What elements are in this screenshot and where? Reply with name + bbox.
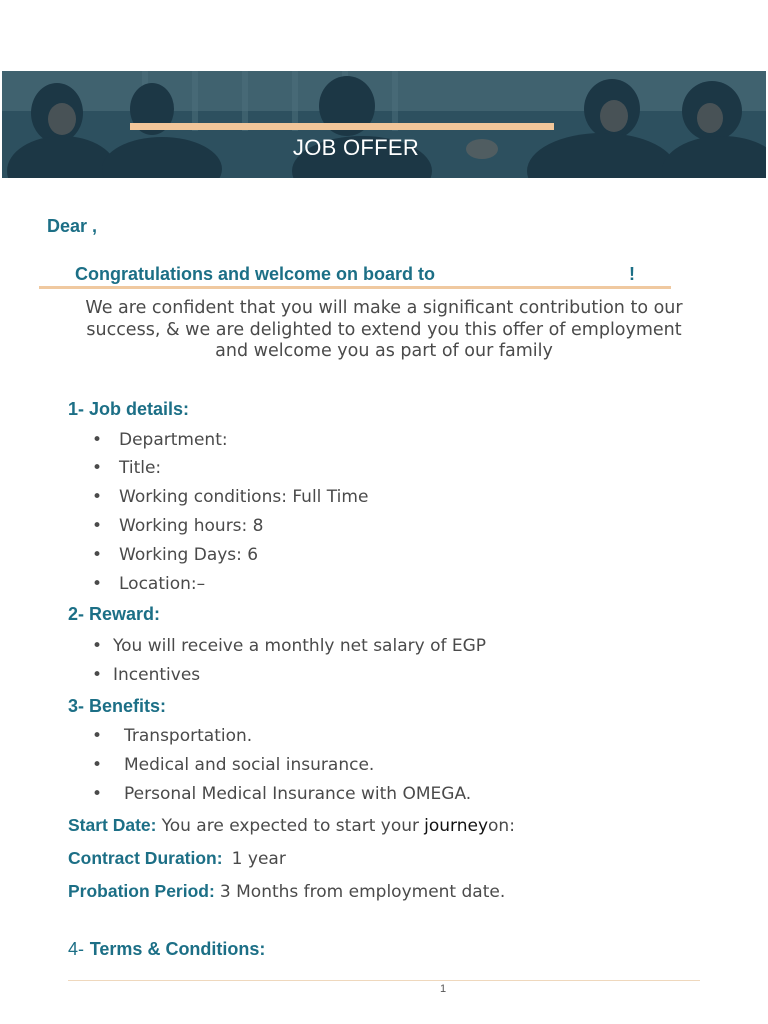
list-item-text: Working Days: 6 (119, 545, 259, 565)
page-number: 1 (440, 983, 447, 995)
list-item-text: Working hours: 8 (119, 516, 264, 536)
contract-duration-label: Contract Duration: (68, 848, 223, 868)
start-date-text: You are expected to start your (161, 816, 420, 836)
bullet: • (92, 784, 103, 804)
list-item-text: Transportation. (124, 726, 253, 746)
section-heading-terms (68, 939, 265, 960)
bullet: • (92, 430, 103, 450)
bullet: • (92, 545, 103, 565)
list-item-text: Medical and social insurance. (124, 755, 375, 775)
start-date-line (68, 815, 515, 836)
bullet: • (92, 516, 103, 536)
list-item-text: Working conditions: Full Time (119, 487, 369, 507)
terms-heading-text: Terms & Conditions: (89, 939, 266, 959)
section-heading-job-details: 1- Job details: (68, 399, 190, 419)
bullet: • (92, 636, 103, 656)
list-item-text: You will receive a monthly net salary of EGP (113, 636, 487, 656)
bullet: • (92, 574, 103, 594)
start-date-label: Start Date: (68, 815, 157, 835)
list-item-text: Department: (119, 430, 228, 450)
list-item-text: Personal Medical Insurance with OMEGA. (124, 784, 472, 804)
section-heading-reward: 2- Reward: (68, 604, 161, 624)
bullet: • (92, 458, 103, 478)
probation-period-value: 3 Months from employment date. (219, 882, 506, 902)
contract-duration-line (68, 848, 286, 869)
list-item-text: Location:– (119, 574, 206, 594)
list-item-text: Title: (119, 458, 162, 478)
congrats-exclamation: ! (629, 264, 635, 284)
contract-duration-value: 1 year (231, 849, 286, 869)
terms-number: 4- (68, 939, 85, 959)
bullet: • (92, 726, 103, 746)
bullet: • (92, 487, 103, 507)
bullet: • (92, 665, 103, 685)
probation-period-label: Probation Period: (68, 881, 215, 901)
start-date-on: on: (488, 816, 515, 836)
list-item-text: Incentives (113, 665, 201, 685)
probation-period-line (68, 881, 505, 902)
start-date-journey: journey (424, 816, 489, 836)
intro-paragraph: We are confident that you will make a significant contribution to our success, & we are delighted to extend you this offer of employment and welcome you as part of our family (85, 298, 683, 361)
header-banner (2, 71, 766, 178)
footer-divider (68, 980, 700, 981)
bullet: • (92, 755, 103, 775)
congrats-line: Congratulations and welcome on board to (75, 264, 436, 284)
greeting-dear: Dear , (47, 216, 98, 236)
page-title: JOB OFFER (292, 135, 420, 160)
banner-accent-bar (130, 123, 554, 130)
section-heading-benefits: 3- Benefits: (68, 696, 167, 716)
congrats-underline (39, 286, 671, 289)
